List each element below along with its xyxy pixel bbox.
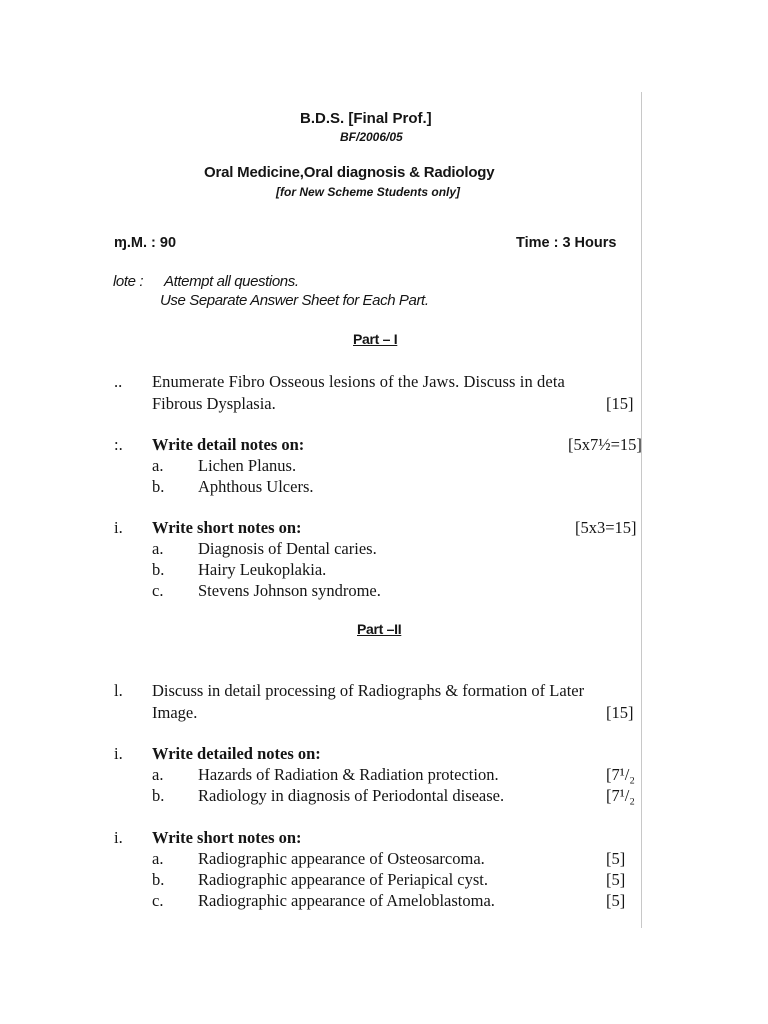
- q5b-text: Radiology in diagnosis of Periodontal disease.: [198, 786, 505, 805]
- q3-marks: [5x3=15]: [575, 518, 637, 537]
- q5a-marks: [7¹/₂: [606, 765, 636, 784]
- q6b-marks: [5]: [606, 870, 626, 889]
- q6b-text: Radiographic appearance of Periapical cyst.: [198, 870, 488, 889]
- q6b-letter: b.: [152, 870, 165, 889]
- q6-number: i.: [114, 828, 123, 847]
- q5-heading: Write detailed notes on:: [152, 744, 321, 763]
- q6c-text: Radiographic appearance of Ameloblastoma.: [198, 891, 495, 910]
- q1-marks: [15]: [606, 394, 634, 413]
- subject-title: Oral Medicine,Oral diagnosis & Radiology: [204, 164, 495, 181]
- q2a-text: Lichen Planus.: [198, 456, 297, 475]
- q2-heading: Write detail notes on:: [152, 435, 305, 454]
- degree-title: B.D.S. [Final Prof.]: [300, 110, 432, 127]
- q3b-text: Hairy Leukoplakia.: [198, 560, 327, 579]
- q3a-text: Diagnosis of Dental caries.: [198, 539, 377, 558]
- page-edge: [641, 92, 642, 928]
- q5-number: i.: [114, 744, 123, 763]
- q6c-marks: [5]: [606, 891, 626, 910]
- q3a-letter: a.: [152, 539, 164, 558]
- q6-heading: Write short notes on:: [152, 828, 302, 847]
- q4-line-1: Discuss in detail processing of Radiographs & formation of Later: [152, 681, 585, 700]
- q5a-letter: a.: [152, 765, 164, 784]
- paper-code: BF/2006/05: [340, 130, 403, 144]
- q3c-text: Stevens Johnson syndrome.: [198, 581, 381, 600]
- q4-number: l.: [114, 681, 123, 700]
- q5b-letter: b.: [152, 786, 165, 805]
- q5b-marks: [7¹/₂: [606, 786, 636, 805]
- part-1-title: Part – I: [353, 331, 398, 347]
- q6c-letter: c.: [152, 891, 164, 910]
- q2-marks: [5x7½=15]: [568, 435, 642, 454]
- q3-heading: Write short notes on:: [152, 518, 302, 537]
- q2b-letter: b.: [152, 477, 165, 496]
- q2-number: :.: [114, 435, 123, 454]
- q6a-marks: [5]: [606, 849, 626, 868]
- max-marks: ɱ.M. : 90: [114, 235, 177, 251]
- note-line-2: Use Separate Answer Sheet for Each Part.: [160, 292, 429, 309]
- q3c-letter: c.: [152, 581, 164, 600]
- part-2-title: Part –II: [357, 621, 402, 637]
- q3b-letter: b.: [152, 560, 165, 579]
- time-allowed: Time : 3 Hours: [516, 235, 617, 251]
- scheme-note: [for New Scheme Students only]: [276, 185, 461, 199]
- q4-marks: [15]: [606, 703, 634, 722]
- q3-number: i.: [114, 518, 123, 537]
- q6a-text: Radiographic appearance of Osteosarcoma.: [198, 849, 485, 868]
- q2a-letter: a.: [152, 456, 164, 475]
- q1-line-1: Enumerate Fibro Osseous lesions of the Jaws. Discuss in deta: [152, 372, 565, 391]
- q5a-text: Hazards of Radiation & Radiation protection.: [198, 765, 499, 784]
- q2b-text: Aphthous Ulcers.: [198, 477, 314, 496]
- q6a-letter: a.: [152, 849, 164, 868]
- note-label: lote :: [113, 273, 144, 290]
- q1-number: ..: [114, 372, 123, 391]
- note-line-1: Attempt all questions.: [164, 273, 299, 290]
- q4-line-2: Image.: [152, 703, 198, 722]
- q1-line-2: Fibrous Dysplasia.: [152, 394, 276, 413]
